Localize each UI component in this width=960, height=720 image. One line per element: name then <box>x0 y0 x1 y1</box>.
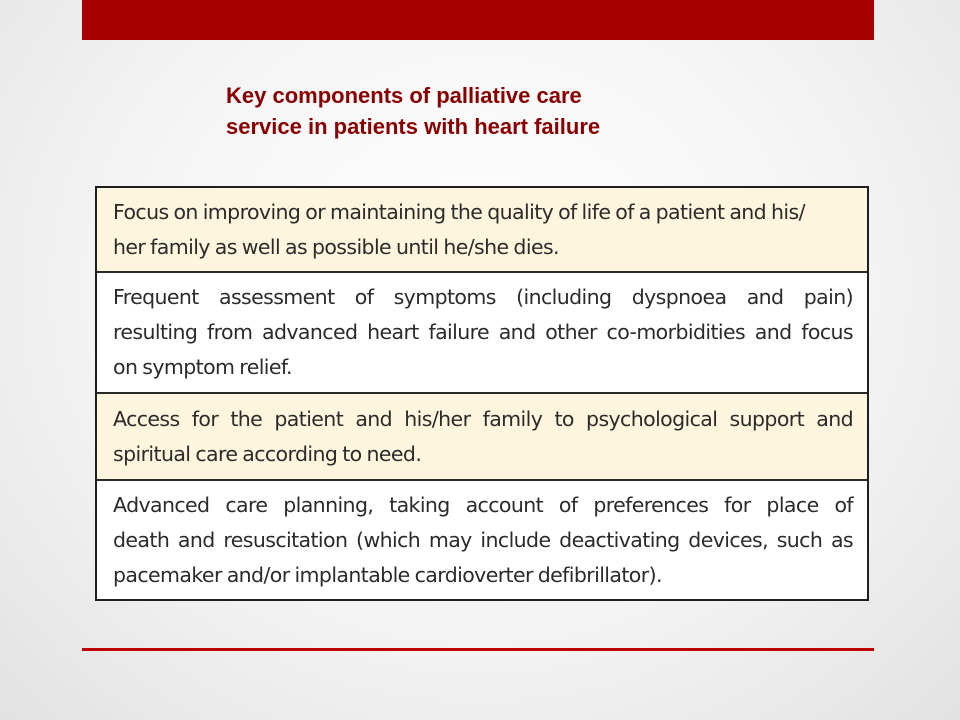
row-text-line: pacemaker and/or implantable cardioverter defibrillator). <box>113 562 662 587</box>
slide-title-line-1: Key components of palliative care <box>226 83 582 108</box>
row-text-line: death and resuscitation (which may include deactivating devices, such as <box>113 527 853 552</box>
row-text-line: Access for the patient and his/her family to psychological support and <box>113 406 853 431</box>
slide-title <box>226 80 746 142</box>
slide-title-line-2: service in patients with heart failure <box>226 114 601 139</box>
bottom-rule <box>82 648 874 651</box>
top-accent-bar <box>82 0 874 40</box>
row-text-line: resulting from advanced heart failure and other co-morbidities and focus <box>113 320 853 344</box>
row-text-line: Focus on improving or maintaining the quality of life of a patient and his/ <box>113 199 805 224</box>
row-text-line: Advanced care planning, taking account of preferences for place of <box>113 492 853 517</box>
table-row <box>97 394 867 481</box>
row-text-line: her family as well as possible until he/she dies. <box>113 234 559 259</box>
row-text-line: on symptom relief. <box>113 355 292 379</box>
table-row <box>97 273 867 394</box>
table-row <box>97 188 867 273</box>
table-row <box>97 481 867 599</box>
row-text-line: Frequent assessment of symptoms (including dyspnoea and pain) <box>113 285 853 309</box>
components-table <box>95 186 869 601</box>
row-text-line: spiritual care according to need. <box>113 441 422 466</box>
